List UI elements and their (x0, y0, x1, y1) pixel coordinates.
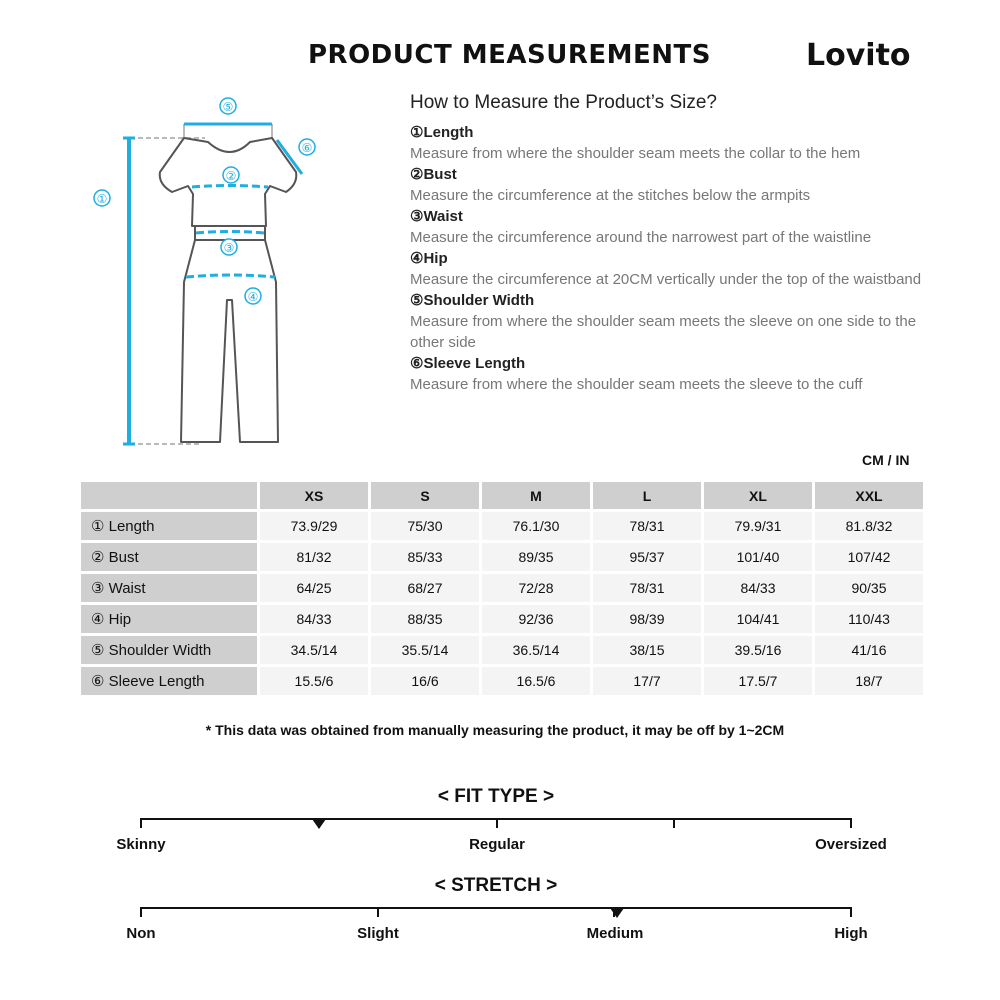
measure-desc: Measure from where the shoulder seam meets the sleeve on one side to the other side (410, 313, 917, 351)
table-cell: 64/25 (260, 574, 368, 602)
sleeve-marker: ⑥ (301, 141, 313, 155)
measurement-note: * This data was obtained from manually measuring the product, it may be off by 1~2CM (205, 722, 785, 738)
fit-type-label-skinny: Skinny (116, 836, 166, 853)
table-corner (81, 482, 257, 509)
row-label: ② Bust (81, 543, 257, 571)
table-cell: 78/31 (593, 512, 701, 540)
table-cell: 68/27 (371, 574, 479, 602)
measure-item-shoulder (410, 290, 950, 353)
size-header: S (371, 482, 479, 509)
table-cell: 79.9/31 (704, 512, 812, 540)
brand-logo: Lovito (806, 38, 911, 73)
measure-name: ⑥Sleeve Length (410, 355, 526, 372)
row-label: ④ Hip (81, 605, 257, 633)
fit-type-indicator (312, 819, 326, 829)
stretch-title: < STRETCH > (434, 875, 558, 896)
stretch-tick (140, 907, 142, 917)
table-cell: 18/7 (815, 667, 923, 695)
hip-marker: ④ (247, 290, 259, 304)
table-cell: 34.5/14 (260, 636, 368, 664)
how-to-title: How to Measure the Product’s Size? (410, 92, 717, 113)
measure-desc: Measure the circumference around the narrowest part of the waistline (410, 229, 872, 246)
table-cell: 88/35 (371, 605, 479, 633)
table-cell: 84/33 (704, 574, 812, 602)
table-cell: 78/31 (593, 574, 701, 602)
page-title: PRODUCT MEASUREMENTS (308, 40, 711, 70)
measure-name: ①Length (410, 124, 474, 141)
table-cell: 38/15 (593, 636, 701, 664)
stretch-tick (377, 907, 379, 917)
size-header: M (482, 482, 590, 509)
table-row (81, 543, 923, 571)
table-cell: 81.8/32 (815, 512, 923, 540)
measure-name: ⑤Shoulder Width (410, 292, 535, 309)
stretch-label-non: Non (126, 925, 156, 942)
row-label: ③ Waist (81, 574, 257, 602)
row-label: ⑥ Sleeve Length (81, 667, 257, 695)
table-cell: 39.5/16 (704, 636, 812, 664)
stretch-tick (850, 907, 852, 917)
bust-marker: ② (225, 169, 237, 183)
table-cell: 107/42 (815, 543, 923, 571)
table-cell: 41/16 (815, 636, 923, 664)
table-row (81, 512, 923, 540)
table-row (81, 667, 923, 695)
table-row (81, 636, 923, 664)
fit-type-tick (496, 818, 498, 828)
stretch-indicator (610, 908, 624, 918)
units-label: CM / IN (862, 452, 910, 468)
table-cell: 104/41 (704, 605, 812, 633)
measure-desc: Measure the circumference at 20CM vertically under the top of the waistband (410, 271, 922, 288)
fit-type-tick (850, 818, 852, 828)
fit-type-tick (140, 818, 142, 828)
measure-item-hip (410, 248, 950, 290)
table-header-row (81, 482, 923, 509)
fit-type-tick (673, 818, 675, 828)
size-header: XXL (815, 482, 923, 509)
trousers-outline (181, 240, 278, 442)
table-cell: 72/28 (482, 574, 590, 602)
stretch-scale (140, 907, 852, 909)
table-cell: 98/39 (593, 605, 701, 633)
table-cell: 110/43 (815, 605, 923, 633)
fit-type-label-regular: Regular (469, 836, 525, 853)
table-cell: 95/37 (593, 543, 701, 571)
waistband-outline (195, 226, 265, 240)
table-cell: 81/32 (260, 543, 368, 571)
table-cell: 89/35 (482, 543, 590, 571)
measure-name: ③Waist (410, 208, 463, 225)
table-row (81, 605, 923, 633)
how-to-measure (410, 92, 950, 395)
table-cell: 90/35 (815, 574, 923, 602)
table-cell: 35.5/14 (371, 636, 479, 664)
measure-item-bust (410, 164, 950, 206)
table-cell: 17/7 (593, 667, 701, 695)
table-cell: 36.5/14 (482, 636, 590, 664)
table-cell: 75/30 (371, 512, 479, 540)
table-cell: 101/40 (704, 543, 812, 571)
measure-desc: Measure from where the shoulder seam meets the collar to the hem (410, 145, 861, 162)
table-cell: 17.5/7 (704, 667, 812, 695)
size-header: L (593, 482, 701, 509)
table-cell: 16.5/6 (482, 667, 590, 695)
row-label: ① Length (81, 512, 257, 540)
stretch-label-slight: Slight (357, 925, 399, 942)
fit-type-title: < FIT TYPE > (437, 786, 555, 807)
length-marker: ① (96, 192, 108, 206)
row-label: ⑤ Shoulder Width (81, 636, 257, 664)
table-cell: 92/36 (482, 605, 590, 633)
size-header: XL (704, 482, 812, 509)
stretch-label-high: High (834, 925, 868, 942)
measure-name: ④Hip (410, 250, 448, 267)
stretch-label-medium: Medium (586, 925, 644, 942)
shoulder-marker: ⑤ (222, 100, 234, 114)
table-cell: 76.1/30 (482, 512, 590, 540)
waist-marker: ③ (223, 241, 235, 255)
jumpsuit-diagram (80, 92, 380, 452)
garment-figure (80, 92, 380, 452)
size-table (78, 479, 926, 698)
measure-item-length (410, 122, 950, 164)
measure-item-waist (410, 206, 950, 248)
fit-type-label-oversized: Oversized (815, 836, 887, 853)
table-cell: 15.5/6 (260, 667, 368, 695)
size-header: XS (260, 482, 368, 509)
measure-desc: Measure the circumference at the stitches below the armpits (410, 187, 811, 204)
table-cell: 16/6 (371, 667, 479, 695)
table-cell: 84/33 (260, 605, 368, 633)
table-cell: 85/33 (371, 543, 479, 571)
measure-desc: Measure from where the shoulder seam meets the sleeve to the cuff (410, 376, 863, 393)
measure-name: ②Bust (410, 166, 457, 183)
measure-item-sleeve (410, 353, 950, 395)
table-row (81, 574, 923, 602)
table-cell: 73.9/29 (260, 512, 368, 540)
